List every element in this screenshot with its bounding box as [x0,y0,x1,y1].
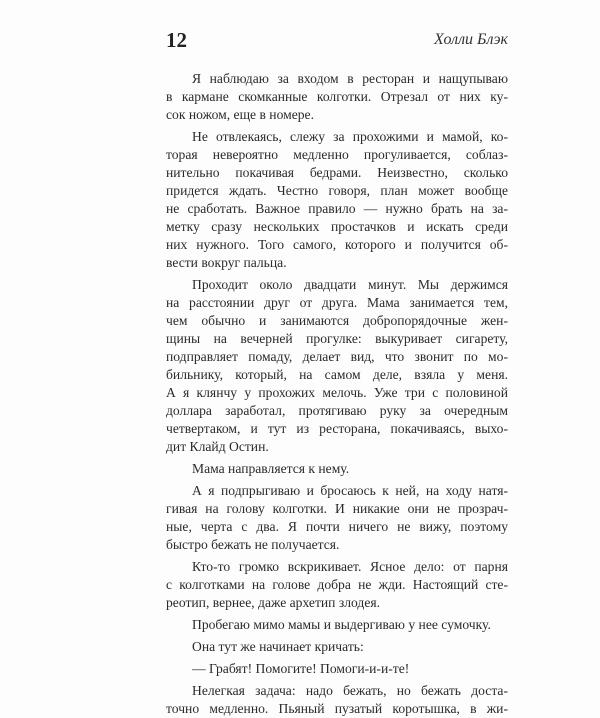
text-line: ные, черта с два. Я почти ничего не вижу, поэтому [166,519,508,534]
text-line: торая невероятно медленно прогуливается, соблаз- [166,147,508,162]
text-line: А я клянчу у прохожих мелочь. Уже три с половиной [166,385,508,400]
text-line: в кармане скомканные колготки. Отрезал от них ку- [166,89,508,104]
text-line: на расстоянии друг от друга. Мама занимается тем, [166,295,508,310]
text-line: подправляет помаду, делает вид, что звонит по мо- [166,349,508,364]
text-line: Она тут же начинает кричать: [192,639,364,654]
text-line: точно медленно. Пьяный пузатый коротышка, в жи- [166,701,508,716]
text-line: нительно покачивая бедрами. Неизвестно, сколько [166,165,508,180]
text-line: щины на вечерней прогулке: выкуривает сигарету, [166,331,508,346]
text-line: придется ждать. Честно говоря, план может вообще [166,183,508,198]
text-line: Пробегаю мимо мамы и выдергиваю у нее сумочку. [192,617,491,632]
text-line: метку сразу нескольких простачков и искать среди [166,219,508,234]
text-line: них нужного. Того самого, которого и получится об- [166,237,508,252]
running-head-author: Холли Блэк [434,31,508,48]
text-line: гивая на голову колготки. И никакие они не прозрач- [166,501,508,516]
text-line: А я подпрыгиваю и бросаюсь к ней, на ходу натя- [192,483,508,498]
text-line: быстро бежать не получается. [166,537,340,552]
page-number: 12 [166,28,187,52]
text-line: чем обычно и занимаются добропорядочные жен- [166,313,508,328]
text-line: доллара заработал, протягиваю руку за очередным [166,403,508,418]
text-line: Я наблюдаю за входом в ресторан и нащупываю [192,71,508,86]
text-line: Проходит около двадцати минут. Мы держимся [192,277,508,292]
text-line: Не отвлекаясь, слежу за прохожими и мамой, ко- [192,129,508,144]
text-line: — Грабят! Помогите! Помоги-и-и-те! [192,661,410,676]
page-header [166,28,508,52]
text-line: сок ножом, еще в номере. [166,107,314,122]
text-line: Мама направляется к нему. [192,461,350,476]
text-line: Нелегкая задача: надо бежать, но бежать доста- [192,683,508,698]
text-line: реотип, вернее, даже архетип злодея. [166,595,381,610]
text-line: бильнику, который, на самом деле, взяла у меня. [166,367,508,382]
text-line: дит Клайд Остин. [166,439,269,454]
text-line: с колготками на голове добра не жди. Настоящий сте- [166,577,508,592]
text-line: четвертаком, и тут из ресторана, покачиваясь, выхо- [166,421,508,436]
text-line: не сработать. Важное правило — нужно брать на за- [166,201,508,216]
body-text [166,70,508,718]
text-line: Кто-то громко вскрикивает. Ясное дело: от парня [192,559,508,574]
text-line: вести вокруг пальца. [166,255,287,270]
